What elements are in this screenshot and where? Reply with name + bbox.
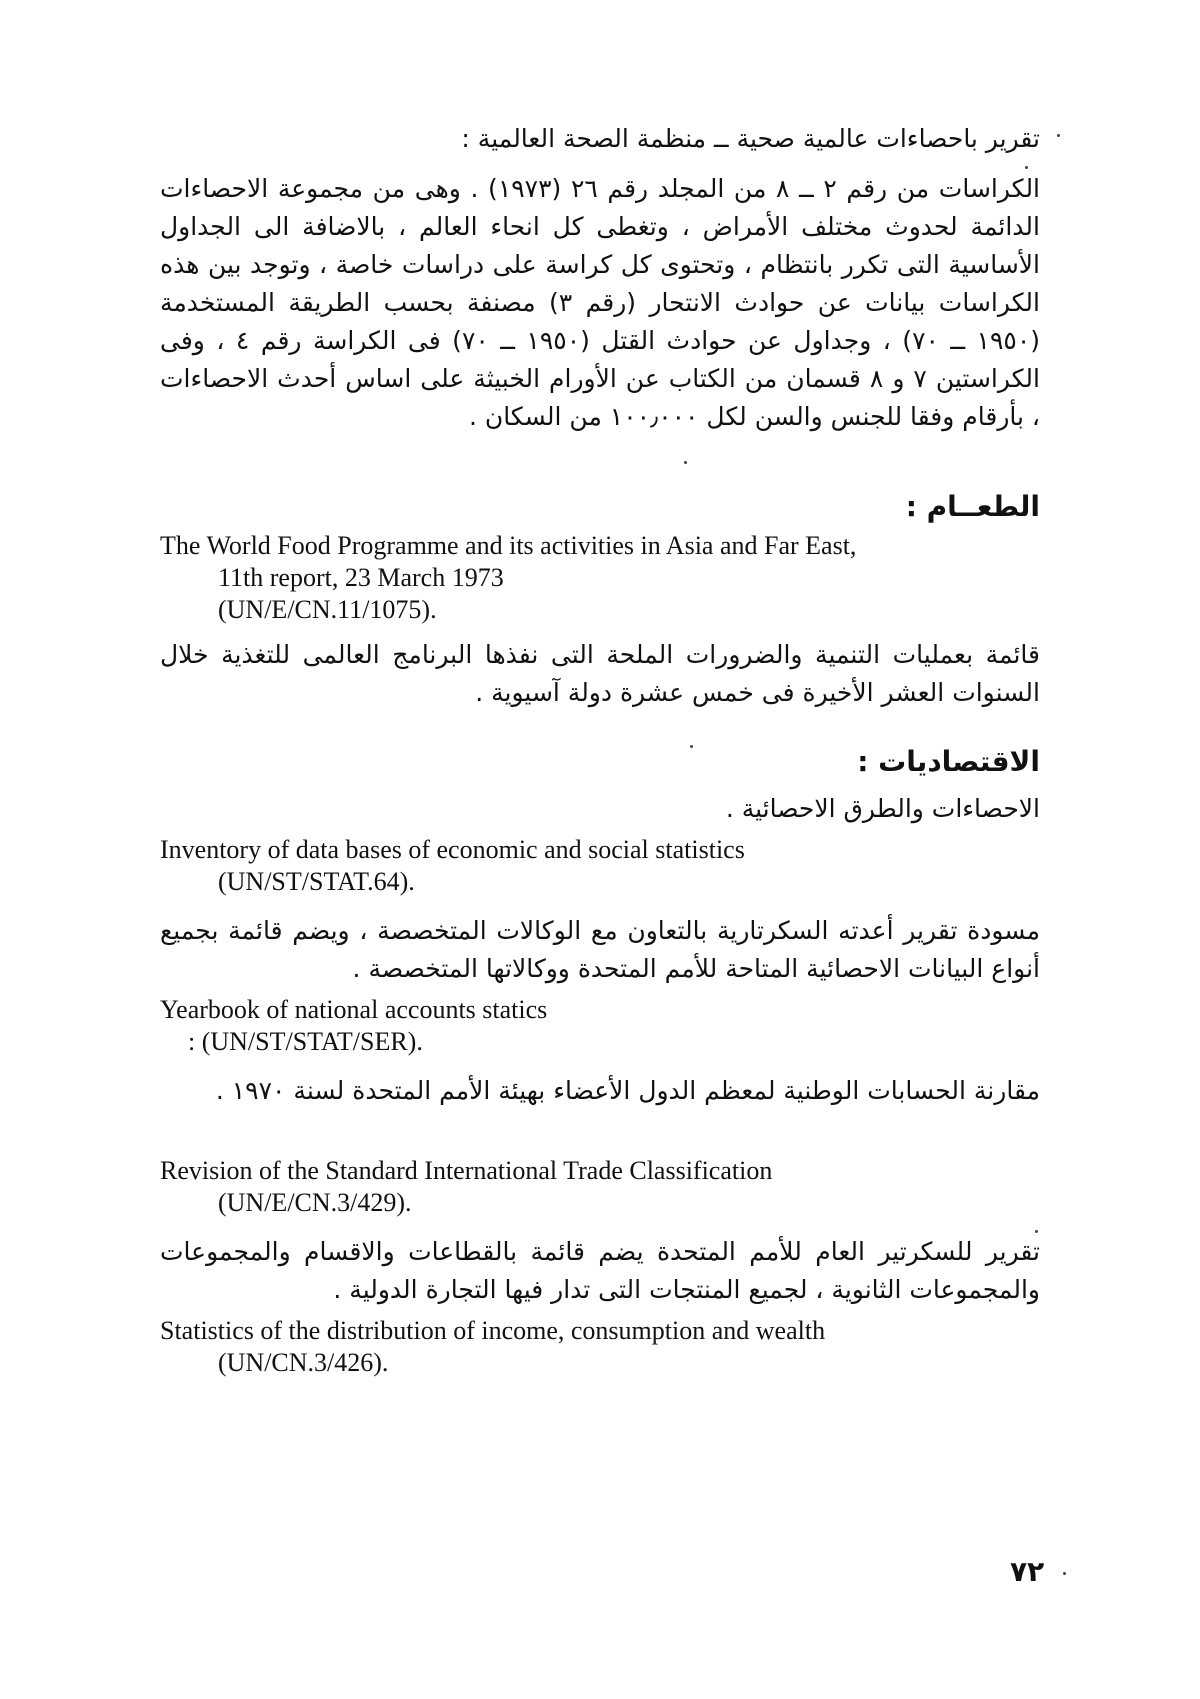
economics-subheading-text: الاحصاءات والطرق الاحصائية . — [725, 794, 1040, 823]
food-heading-text: الطعــام : — [905, 490, 1040, 523]
food-en-line-3: (UN/E/CN.11/1075). — [218, 595, 437, 624]
revision-entry-english — [160, 1155, 1060, 1219]
economics-heading — [160, 743, 1040, 781]
inventory-entry-arabic — [160, 912, 1040, 988]
yearbook-en-line-2: : (UN/ST/STAT/SER). — [188, 1027, 423, 1056]
inventory-ar-text: مسودة تقرير أعدته السكرتارية بالتعاون مع الوكالات المتخصصة ، ويضم قائمة بجميع أنواع البيانات الاحصائية المتاحة للأمم المتحدة ووكالاتها المتخصصة . — [160, 916, 1040, 983]
food-en-line-2: 11th report, 23 March 1973 — [218, 563, 504, 592]
section-title — [160, 120, 1040, 158]
food-entry-english — [160, 530, 1060, 626]
page-number: ٧٢ — [1010, 1555, 1045, 1588]
scan-speck — [1035, 1230, 1038, 1233]
food-heading — [160, 488, 1040, 526]
yearbook-entry-english — [160, 994, 1060, 1058]
revision-ar-text: تقرير للسكرتير العام للأمم المتحدة يضم قائمة بالقطاعات والاقسام والمجموعات والمجموعات الثانوية ، لجميع المنتجات التى تدار فيها التجارة الدولية . — [160, 1237, 1040, 1304]
scan-speck — [1057, 134, 1060, 137]
statistics-en-line-1: Statistics of the distribution of income, consumption and wealth — [160, 1316, 826, 1345]
scan-speck — [1025, 166, 1028, 169]
food-ar-text: قائمة بعمليات التنمية والضرورات الملحة التى نفذها البرنامج العالمى للتغذية خلال السنوات العشر الأخيرة فى خمس عشرة دولة آسيوية . — [160, 640, 1040, 707]
yearbook-en-line-1: Yearbook of national accounts statics — [160, 995, 548, 1024]
economics-heading-text: الاقتصاديات : — [857, 745, 1040, 778]
scan-speck — [684, 461, 687, 464]
statistics-en-line-2: (UN/CN.3/426). — [218, 1348, 389, 1377]
statistics-entry-english — [160, 1315, 1060, 1379]
economics-subheading — [160, 790, 1040, 828]
food-entry-arabic — [160, 636, 1040, 712]
revision-entry-arabic — [160, 1233, 1040, 1309]
scan-speck — [1063, 1572, 1066, 1575]
scan-speck — [690, 745, 693, 748]
revision-en-line-1: Revision of the Standard International Trade Classification — [160, 1156, 773, 1185]
inventory-entry-english — [160, 834, 1060, 898]
food-en-line-1: The World Food Programme and its activities in Asia and Far East, — [160, 531, 857, 560]
yearbook-entry-arabic — [160, 1072, 1040, 1110]
revision-en-line-2: (UN/E/CN.3/429). — [218, 1188, 412, 1217]
inventory-en-line-1: Inventory of data bases of economic and social statistics — [160, 835, 745, 864]
intro-paragraph — [160, 170, 1040, 436]
inventory-en-line-2: (UN/ST/STAT.64). — [218, 867, 415, 896]
section-title-text: تقرير باحصاءات عالمية صحية ــ منظمة الصحة العالمية : — [461, 124, 1040, 153]
yearbook-ar-text: مقارنة الحسابات الوطنية لمعظم الدول الأعضاء بهيئة الأمم المتحدة لسنة ١٩٧٠ . — [215, 1076, 1040, 1105]
intro-paragraph-text: الكراسات من رقم ٢ ــ ٨ من المجلد رقم ٢٦ (١٩٧٣) . وهى من مجموعة الاحصاءات الدائمة لحدوث مختلف الأمراض ، وتغطى كل انحاء العالم ، بالاضافة الى الجداول الأساسية التى تكرر بانتظام ، وتحتوى كل كراسة على دراسات خاصة ، وتوجد بين هذه الكراسات بيانات عن حوادث الانتحار (رقم ٣) مصنفة بحسب الطريقة المستخدمة (١٩٥٠ ــ ٧٠) ، وجداول عن حوادث القتل (١٩٥٠ ــ ٧٠) فى الكراسة رقم ٤ ، وفى الكراستين ٧ و ٨ قسمان من الكتاب عن الأورام الخبيثة على اساس أحدث الاحصاءات ، بأرقام وفقا للجنس والسن لكل ١٠٠٫٠٠٠ من السكان . — [160, 174, 1041, 431]
